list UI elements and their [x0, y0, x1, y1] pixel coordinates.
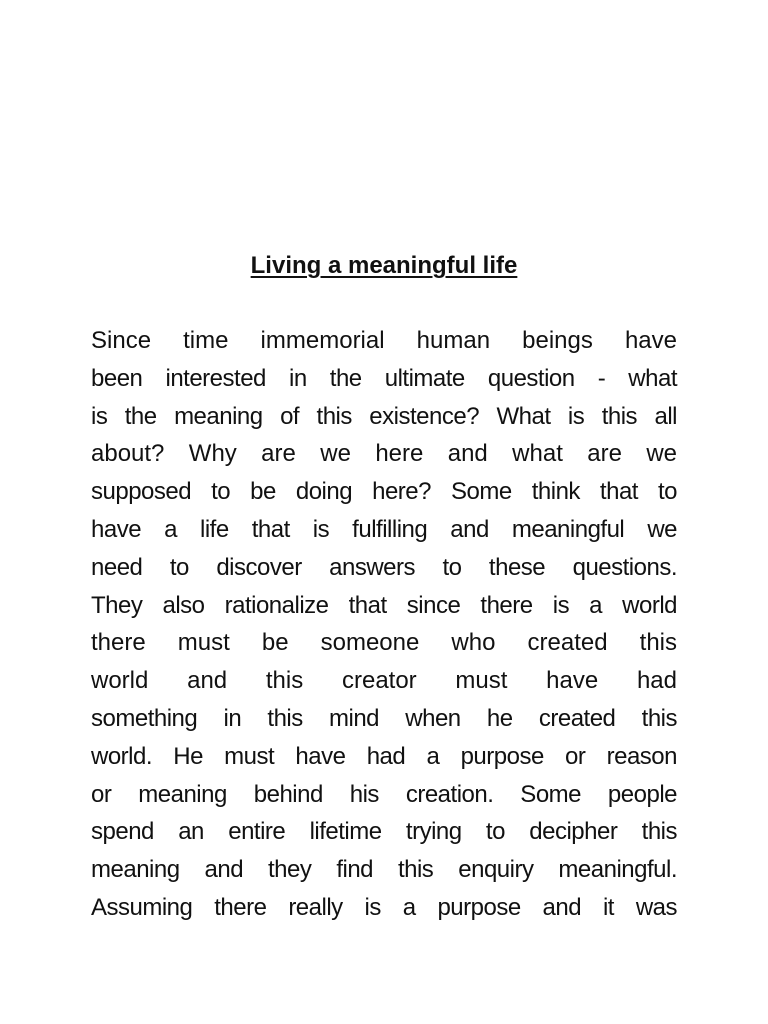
- paragraph-line: world. He must have had a purpose or reason: [91, 742, 677, 770]
- paragraph-line: about? Why are we here and what are we: [91, 440, 677, 468]
- paragraph-line: Since time immemorial human beings have: [91, 327, 677, 354]
- paragraph-line: there must be someone who created this: [91, 629, 677, 657]
- paragraph-line: have a life that is fulfilling and meaningful we: [91, 515, 677, 543]
- paragraph-line: been interested in the ultimate question - what: [91, 364, 677, 392]
- paragraph-line: spend an entire lifetime trying to decipher this: [91, 818, 677, 846]
- paragraph-line: meaning and they find this enquiry meaningful.: [91, 856, 677, 884]
- paragraph-line: They also rationalize that since there is a world: [91, 591, 677, 619]
- paragraph-line: or meaning behind his creation. Some people: [91, 780, 677, 808]
- paragraph-line: Assuming there really is a purpose and it was: [91, 893, 677, 921]
- paragraph-line: is the meaning of this existence? What is this all: [91, 402, 677, 430]
- paragraph-line: need to discover answers to these questions.: [91, 553, 677, 581]
- document-title: Living a meaningful life: [250, 252, 518, 279]
- paragraph-line: world and this creator must have had: [91, 667, 677, 695]
- paragraph-line: supposed to be doing here? Some think that to: [91, 478, 677, 506]
- paragraph-line: something in this mind when he created this: [91, 704, 677, 732]
- body-paragraph: [91, 322, 677, 927]
